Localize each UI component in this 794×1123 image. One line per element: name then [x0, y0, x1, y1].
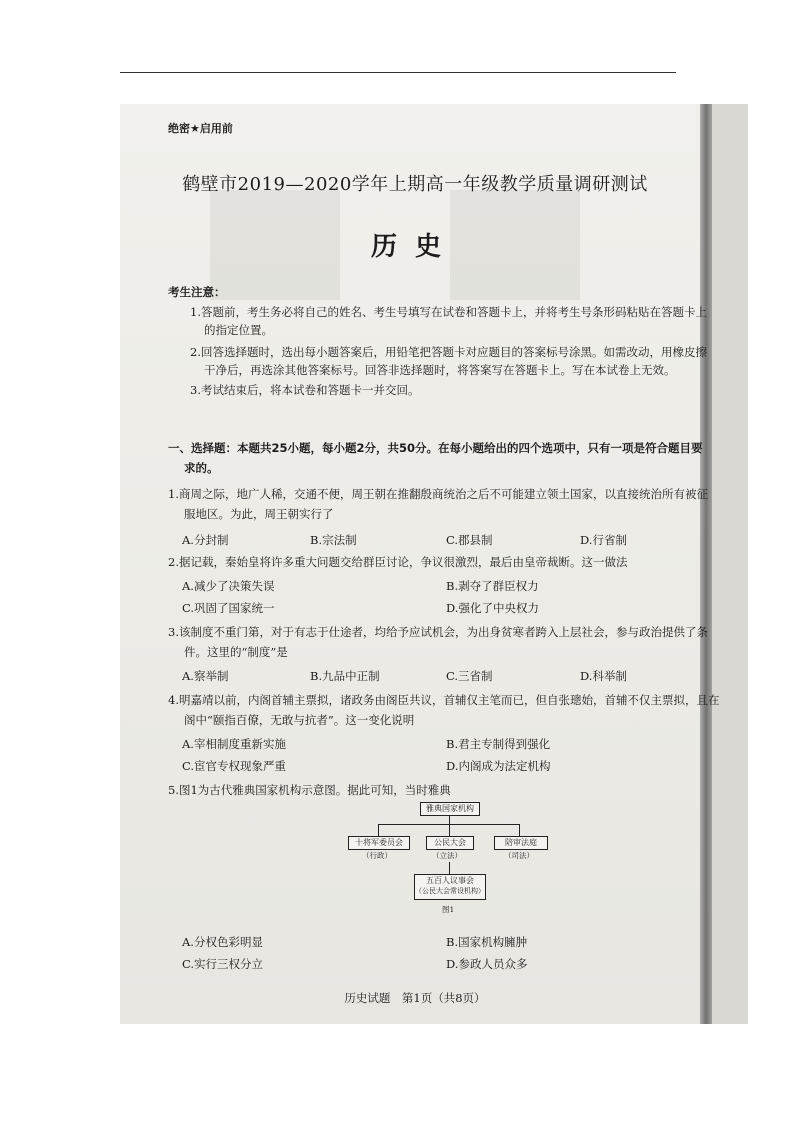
diagram-label-legislative: （立法）: [432, 851, 462, 860]
question-4-option-a: A.宰相制度重新实施: [182, 737, 286, 751]
exam-sheet: [120, 104, 748, 1024]
diagram-label-judicial: （司法）: [504, 851, 534, 860]
question-2-option-c: C.巩固了国家统一: [182, 601, 275, 615]
question-5-option-d: D.参政人员众多: [446, 957, 528, 971]
question-5-option-a: A.分权色彩明显: [182, 935, 263, 949]
question-2-stem: 2.据记载，秦始皇将许多重大问题交给群臣讨论，争议很激烈，最后由皇帝裁断。这一做法: [168, 555, 628, 569]
diagram-council-sub: （公民大会常设机构）: [415, 887, 485, 895]
question-4-option-d: D.内阁成为法定机构: [446, 759, 551, 773]
diagram-box-top: 雅典国家机构: [420, 802, 480, 816]
question-3-option-d: D.科举制: [580, 669, 627, 683]
page-edge: [712, 104, 748, 1024]
question-2-option-d: D.强化了中央权力: [446, 601, 539, 615]
athens-institutions-diagram: [348, 802, 548, 917]
question-3-option-c: C.三省制: [446, 669, 493, 683]
page-footer: 历史试题 第1页（共8页）: [344, 991, 486, 1005]
notice-item: 1.答题前，考生务必将自己的姓名、考生号填写在试卷和答题卡上，并将考生号条形码粘贴在答题卡上: [190, 305, 707, 319]
question-5-option-c: C.实行三权分立: [182, 957, 264, 971]
diagram-box-generals: 十将军委员会: [348, 836, 410, 850]
top-rule: [120, 72, 676, 73]
question-5-stem: 5.图1为古代雅典国家机构示意图。据此可知，当时雅典: [168, 783, 451, 797]
question-1-option-a: A.分封制: [182, 533, 229, 547]
notice-item: 2.回答选择题时，选出每小题答案后，用铅笔把答题卡对应题目的答案标号涂黑。如需改动，用橡皮擦: [190, 345, 707, 359]
question-3-stem-cont: 件。这里的“制度”是: [184, 645, 288, 659]
subject-title: 历史: [370, 232, 459, 262]
notice-item: 干净后，再选涂其他答案标号。回答非选择题时，将答案写在答题卡上。写在本试卷上无效。: [204, 363, 676, 377]
question-4-option-b: B.君主专制得到强化: [446, 737, 551, 751]
diagram-box-court: 陪审法庭: [494, 836, 548, 850]
notice-item: 3.考试结束后，将本试卷和答题卡一并交回。: [190, 383, 420, 397]
diagram-box-assembly: 公民大会: [426, 836, 474, 850]
exam-title: 鹤壁市2019—2020学年上期高一年级教学质量调研测试: [182, 174, 648, 195]
question-5-option-b: B.国家机构臃肿: [446, 935, 528, 949]
diagram-council-title: 五百人议事会: [426, 876, 474, 885]
question-3-option-a: A.察举制: [182, 669, 229, 683]
section-heading-cont: 求的。: [184, 461, 219, 475]
diagram-label-executive: （行政）: [362, 851, 392, 860]
question-2-option-a: A.减少了决策失误: [182, 579, 275, 593]
notice-item: 的指定位置。: [204, 323, 273, 337]
notice-heading: 考生注意：: [168, 285, 226, 299]
question-1-option-d: D.行省制: [580, 533, 627, 547]
section-heading: 一、选择题：本题共25小题，每小题2分，共50分。在每小题给出的四个选项中，只有一项是符合题目要: [168, 441, 703, 455]
question-4-stem: 4.明嘉靖以前，内阁首辅主票拟，诸政务由阁臣共议，首辅仅主笔而已，但自张璁始，首辅不仅主票拟，且在: [168, 693, 720, 707]
question-1-option-b: B.宗法制: [310, 533, 357, 547]
question-1-stem-cont: 服地区。为此，周王朝实行了: [184, 507, 334, 521]
question-3-option-b: B.九品中正制: [310, 669, 380, 683]
question-1-stem: 1.商周之际，地广人稀，交通不便，周王朝在推翻殷商统治之后不可能建立领土国家，以直接统治所有被征: [168, 487, 708, 501]
question-3-stem: 3.该制度不重门第，对于有志于仕途者，均给予应试机会，为出身贫寒者跨入上层社会，参与政治提供了条: [168, 625, 708, 639]
figure-caption: 图1: [442, 905, 455, 914]
question-4-stem-cont: 阁中“颐指百僚，无敢与抗者”。这一变化说明: [184, 713, 415, 727]
diagram-box-council: [414, 874, 486, 900]
question-1-option-c: C.郡县制: [446, 533, 493, 547]
question-2-option-b: B.剥夺了群臣权力: [446, 579, 539, 593]
question-4-option-c: C.宦官专权现象严重: [182, 759, 287, 773]
secret-label: 绝密★启用前: [168, 122, 233, 135]
